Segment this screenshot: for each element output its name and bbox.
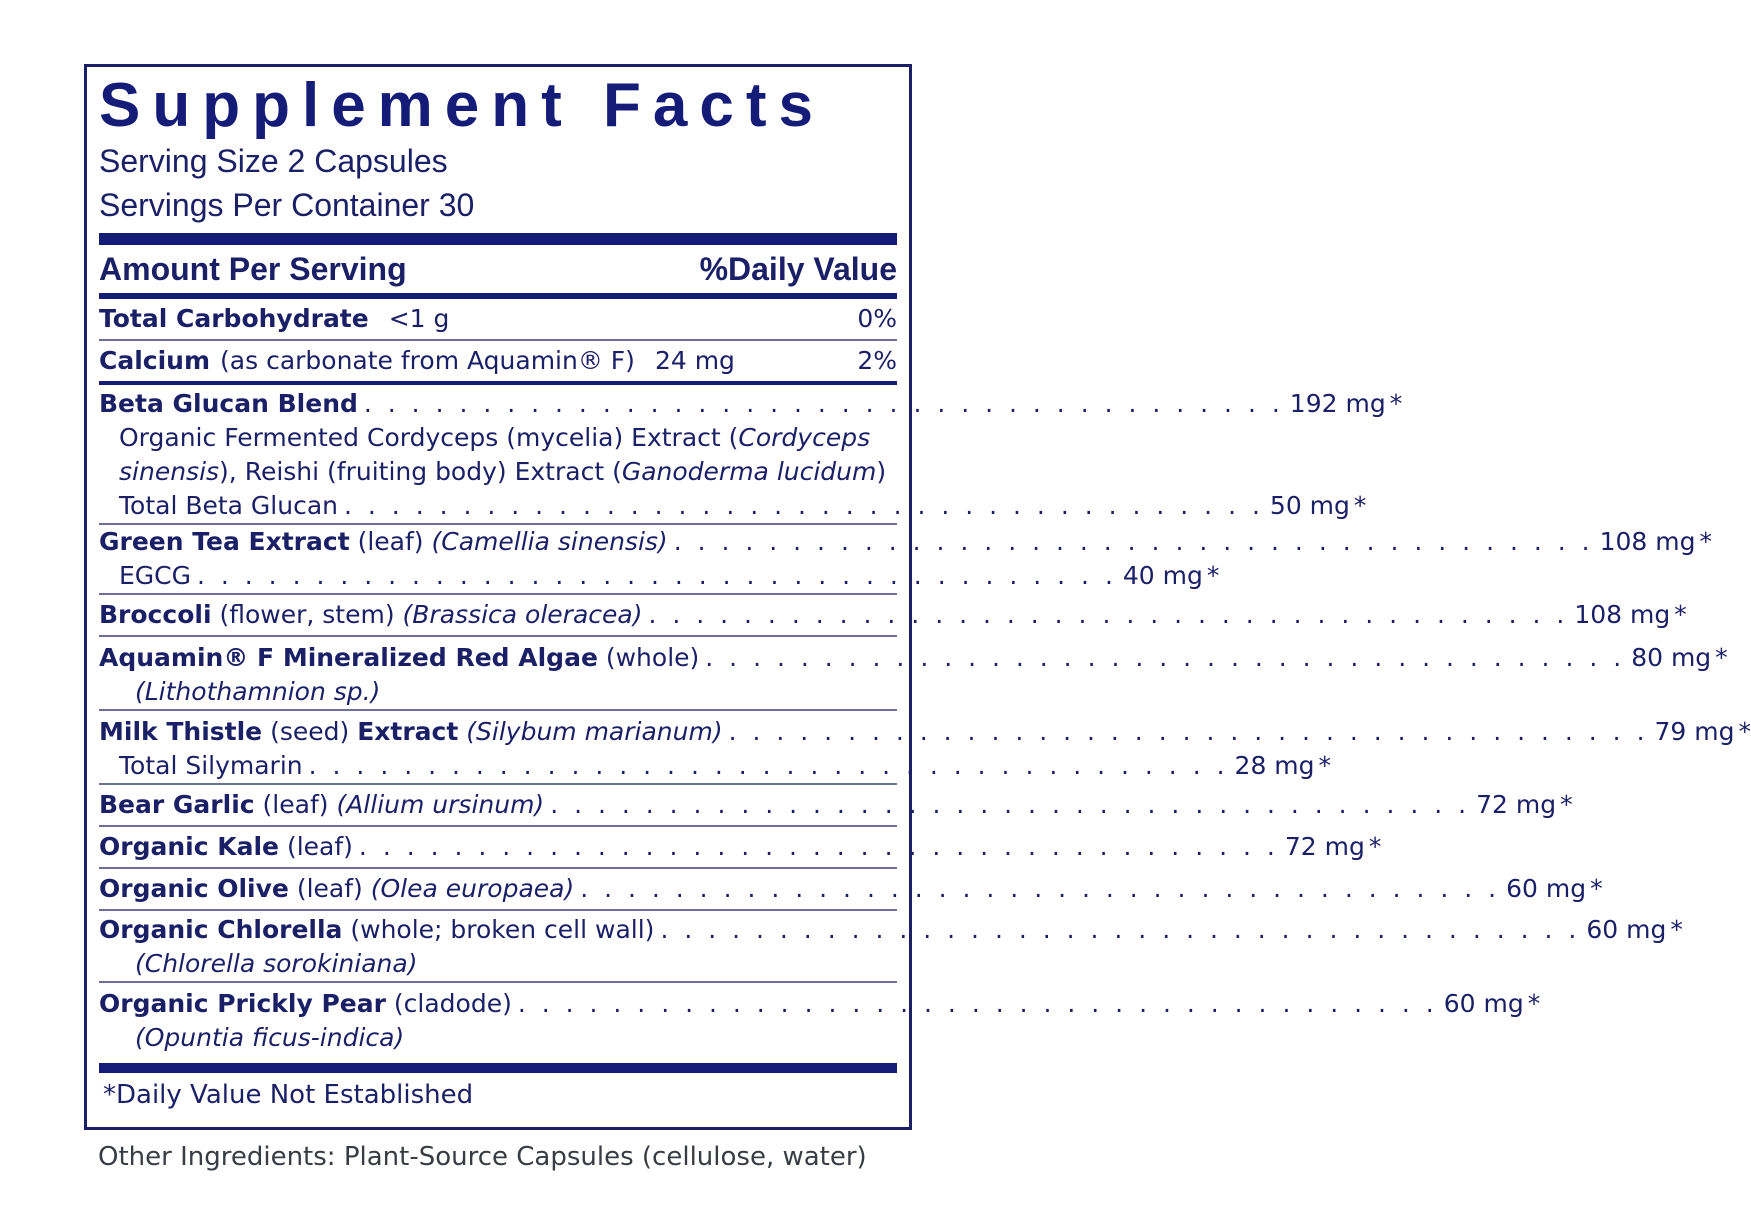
dv-star: *: [1353, 491, 1367, 520]
daily-value-footnote: *Daily Value Not Established: [103, 1080, 474, 1110]
servings-per-container: Servings Per Container 30: [99, 187, 475, 223]
ingredient-amount: 108 mg: [1599, 527, 1696, 556]
nutrient-name: Calcium: [99, 346, 211, 375]
ingredient-latin: (Opuntia ficus-indica): [135, 1023, 405, 1052]
ingredient-row-kale: Organic Kale (leaf) . . . . . . . . . . . . . . . . . . . . . . . . . . . . . . . . . . . . . . . 72 mg *: [99, 827, 897, 867]
dv-star: *: [1206, 561, 1220, 590]
ingredient-name: Green Tea Extract: [99, 527, 350, 556]
label-title: Supplement Facts: [99, 71, 825, 140]
amount-per-serving-header: Amount Per Serving: [99, 250, 407, 287]
ingredient-latin: (Olea europaea): [370, 874, 575, 903]
ingredient-row-chlorella: Organic Chlorella (whole; broken cell wall) . . . . . . . . . . . . . . . . . . . . . . . . . . . . . . . . . . . . . . . 60 mg * (Chlorella sorokiniana): [99, 911, 897, 981]
dv-star: *: [1699, 527, 1712, 556]
dot-leader: . . . . . . . . . . . . . . . . . . . . . . . . . . . . . . . . . . . . . . .: [308, 751, 1229, 780]
ingredient-amount: 60 mg: [1586, 915, 1667, 944]
dv-star: *: [1368, 832, 1382, 861]
dot-leader: . . . . . . . . . . . . . . . . . . . . . . . . . . . . . . . . . . . . . . .: [728, 717, 1649, 746]
ingredient-name: Beta Glucan Blend: [99, 389, 358, 418]
ingredient-name: Bear Garlic: [99, 790, 255, 819]
ingredient-name: Organic Prickly Pear: [99, 989, 386, 1018]
dot-leader: . . . . . . . . . . . . . . . . . . . . . . . . . . . . . . . . . . . . . . .: [550, 790, 1471, 819]
ingredient-latin: (Brassica oleracea): [402, 600, 643, 629]
sub-ingredient-amount: 28 mg: [1234, 751, 1315, 780]
ingredient-row-olive: Organic Olive (leaf) (Olea europaea) . . . . . . . . . . . . . . . . . . . . . . . . . . . . . . . . . . . . . . . 60 mg *: [99, 869, 897, 909]
dv-star: *: [1590, 874, 1603, 903]
ingredient-latin: (Camellia sinensis): [431, 527, 668, 556]
dot-leader: . . . . . . . . . . . . . . . . . . . . . . . . . . . . . . . . . . . . . . .: [660, 915, 1581, 944]
supplement-facts-panel: [84, 64, 1751, 1130]
ingredient-amount: 192 mg: [1289, 389, 1386, 418]
ingredient-amount: 79 mg: [1654, 717, 1735, 746]
nutrient-amount: 24 mg: [654, 346, 735, 375]
ingredient-name: Aquamin® F Mineralized Red Algae: [99, 643, 598, 672]
sub-ingredient-name: Total Silymarin: [119, 751, 303, 780]
ingredient-latin: (Allium ursinum): [336, 790, 545, 819]
sub-ingredient-name: Total Beta Glucan: [119, 491, 339, 520]
thick-divider: [99, 233, 897, 245]
ingredient-row-aquamin: Aquamin® F Mineralized Red Algae (whole) . . . . . . . . . . . . . . . . . . . . . . . . . . . . . . . . . . . . . . . 80 mg * (Lithothamnion sp.): [99, 637, 897, 709]
nutrient-detail: (as carbonate from Aquamin® F): [220, 346, 635, 375]
dv-star: *: [1715, 643, 1728, 672]
dot-leader: . . . . . . . . . . . . . . . . . . . . . . . . . . . . . . . . . . . . . . .: [580, 874, 1501, 903]
dot-leader: . . . . . . . . . . . . . . . . . . . . . . . . . . . . . . . . . . . . . . .: [673, 527, 1594, 556]
dot-leader: . . . . . . . . . . . . . . . . . . . . . . . . . . . . . . . . . . . . . . .: [705, 643, 1626, 672]
ingredient-name: Organic Olive: [99, 874, 289, 903]
ingredient-row-bear-garlic: Bear Garlic (leaf) (Allium ursinum) . . . . . . . . . . . . . . . . . . . . . . . . . . . . . . . . . . . . . . . 72 mg *: [99, 785, 897, 825]
ingredient-amount: 72 mg: [1284, 832, 1365, 861]
dot-leader: . . . . . . . . . . . . . . . . . . . . . . . . . . . . . . . . . . . . . . .: [344, 491, 1264, 520]
dot-leader: . . . . . . . . . . . . . . . . . . . . . . . . . . . . . . . . . . . . . . .: [517, 989, 1438, 1018]
ingredient-amount: 72 mg: [1476, 790, 1557, 819]
ingredient-amount: 60 mg: [1443, 989, 1524, 1018]
ingredient-name: Milk Thistle: [99, 717, 263, 746]
sub-ingredient-name: EGCG: [119, 561, 191, 590]
other-ingredients: Other Ingredients: Plant-Source Capsules (cellulose, water): [98, 1142, 867, 1172]
ingredient-amount: 60 mg: [1506, 874, 1587, 903]
daily-value-header: %Daily Value: [699, 250, 897, 287]
blend-description: Organic Fermented Cordyceps (mycelia) Extract (Cordyceps sinensis), Reishi (fruiting body) Extract (Ganoderma lucidum): [119, 423, 887, 486]
ingredient-name: Broccoli: [99, 600, 212, 629]
dv-star: *: [1670, 915, 1683, 944]
dv-star: *: [1674, 600, 1687, 629]
amount-header-row: [99, 245, 897, 293]
serving-size: Serving Size 2 Capsules: [99, 143, 448, 179]
nutrient-dv: 2%: [857, 346, 897, 375]
dot-leader: . . . . . . . . . . . . . . . . . . . . . . . . . . . . . . . . . . . . . . .: [197, 561, 1117, 590]
dv-star: *: [1527, 989, 1541, 1018]
dv-star: *: [1560, 790, 1573, 819]
dv-star: *: [1389, 389, 1403, 418]
nutrient-row-carbohydrate: [99, 299, 897, 339]
ingredient-latin: (Silybum marianum): [458, 717, 723, 746]
ingredient-row-green-tea: Green Tea Extract (leaf) (Camellia sinensis) . . . . . . . . . . . . . . . . . . . . . . . . . . . . . . . . . . . . . . . 108 mg * EGCG . . . . . . . . . . . . . . . . . . . . . . . . . . . . . . . . . . . . . . . 40 mg *: [99, 525, 897, 593]
dot-leader: . . . . . . . . . . . . . . . . . . . . . . . . . . . . . . . . . . . . . . .: [363, 389, 1284, 418]
ingredient-name: Organic Kale: [99, 832, 280, 861]
ingredient-latin: (Lithothamnion sp.): [135, 677, 381, 706]
ingredient-row-beta-glucan: [99, 385, 1403, 523]
ingredient-amount: 108 mg: [1574, 600, 1671, 629]
ingredient-row-milk-thistle: Milk Thistle (seed) Extract (Silybum marianum) . . . . . . . . . . . . . . . . . . . . . . . . . . . . . . . . . . . . . . . 79 mg * Total Silymarin . . . . . . . . . . . . . . . . . . . . . . . . . . . . . . . . . . . . . . . 28 mg *: [99, 711, 897, 783]
nutrient-name: Total Carbohydrate: [99, 304, 369, 333]
nutrient-dv: 0%: [857, 304, 897, 333]
nutrient-row-calcium: [99, 341, 897, 381]
sub-ingredient-amount: 40 mg: [1122, 561, 1203, 590]
sub-ingredient-amount: 50 mg: [1269, 491, 1350, 520]
dot-leader: . . . . . . . . . . . . . . . . . . . . . . . . . . . . . . . . . . . . . . .: [648, 600, 1569, 629]
thick-divider: [99, 1063, 897, 1073]
nutrient-amount: <1 g: [388, 304, 450, 333]
dv-star: *: [1318, 751, 1332, 780]
ingredient-row-prickly-pear: Organic Prickly Pear (cladode) . . . . . . . . . . . . . . . . . . . . . . . . . . . . . . . . . . . . . . . 60 mg * (Opuntia ficus-indica): [99, 983, 897, 1055]
ingredient-latin: (Chlorella sorokiniana): [135, 949, 418, 978]
ingredient-amount: 80 mg: [1631, 643, 1712, 672]
dot-leader: . . . . . . . . . . . . . . . . . . . . . . . . . . . . . . . . . . . . . . .: [358, 832, 1279, 861]
dv-star: *: [1738, 717, 1751, 746]
ingredient-row-broccoli: Broccoli (flower, stem) (Brassica oleracea) . . . . . . . . . . . . . . . . . . . . . . . . . . . . . . . . . . . . . . . 108 mg *: [99, 595, 897, 635]
ingredient-name: Organic Chlorella: [99, 915, 343, 944]
